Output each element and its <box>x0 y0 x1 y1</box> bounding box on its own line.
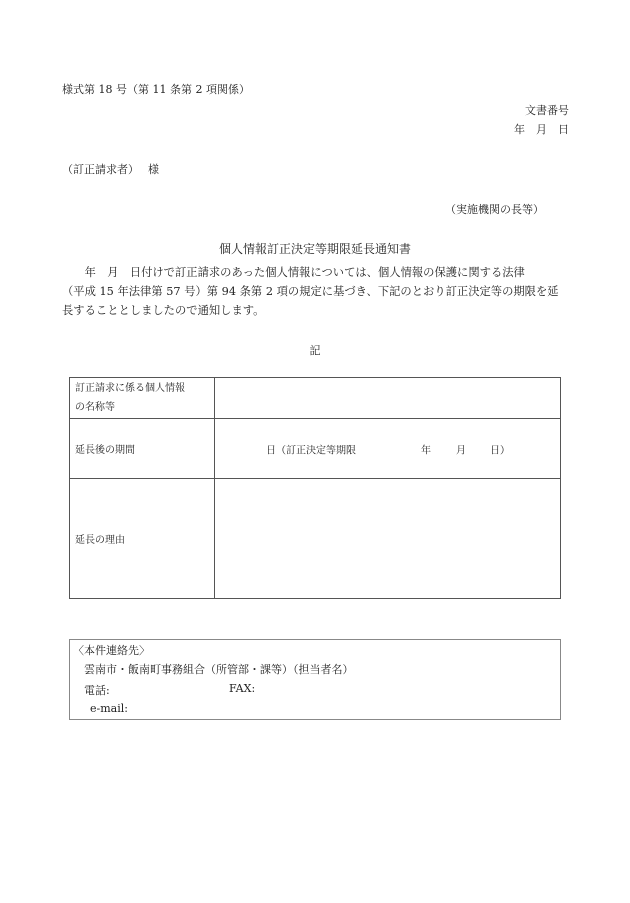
item-name-label-line1: 訂正請求に係る個人情報 <box>75 383 185 394</box>
period-value <box>215 419 561 479</box>
item-name-value <box>215 378 561 419</box>
reason-value <box>215 479 561 599</box>
body-line: 長することとしましたので通知します。 <box>62 304 265 317</box>
item-name-label <box>70 378 215 419</box>
contact-phone-label: 電話: <box>84 684 110 697</box>
ki-marker: 記 <box>309 344 321 357</box>
contact-heading: 〈本件連絡先〉 <box>73 644 150 657</box>
date-line: 年 月 日 <box>514 123 569 136</box>
form-reference: 様式第 18 号（第 11 条第 2 項関係） <box>62 83 250 96</box>
requester-line: （訂正請求者） 様 <box>62 163 159 176</box>
item-name-label-line2: の名称等 <box>75 402 115 413</box>
table-row <box>70 479 561 599</box>
contact-email-label: e-mail: <box>90 702 128 715</box>
period-label: 延長後の期間 <box>70 419 215 479</box>
period-day-text: 日（訂正決定等期限 <box>266 445 356 456</box>
table-row <box>70 419 561 479</box>
contact-organization: 雲南市・飯南町事務組合（所管部・課等）（担当者名） <box>84 663 354 676</box>
contact-box <box>69 639 561 720</box>
body-line: （平成 15 年法律第 57 号）第 94 条第 2 項の規定に基づき、下記のとおり訂正決定等の期限を延 <box>62 285 559 298</box>
document-title: 個人情報訂正決定等期限延長通知書 <box>218 242 411 256</box>
extension-details-table <box>69 377 561 599</box>
period-day-end: 日） <box>490 445 510 456</box>
body-paragraph <box>62 263 567 320</box>
document-number: 文書番号 <box>525 104 569 117</box>
agency-head: （実施機関の長等） <box>445 203 544 216</box>
body-line: 年 月 日付けで訂正請求のあった個人情報については、個人情報の保護に関する法律 <box>62 266 525 279</box>
period-month: 月 <box>456 445 466 456</box>
table-row <box>70 378 561 419</box>
period-year: 年 <box>421 445 431 456</box>
reason-label: 延長の理由 <box>70 479 215 599</box>
contact-fax-label: FAX: <box>229 682 256 695</box>
